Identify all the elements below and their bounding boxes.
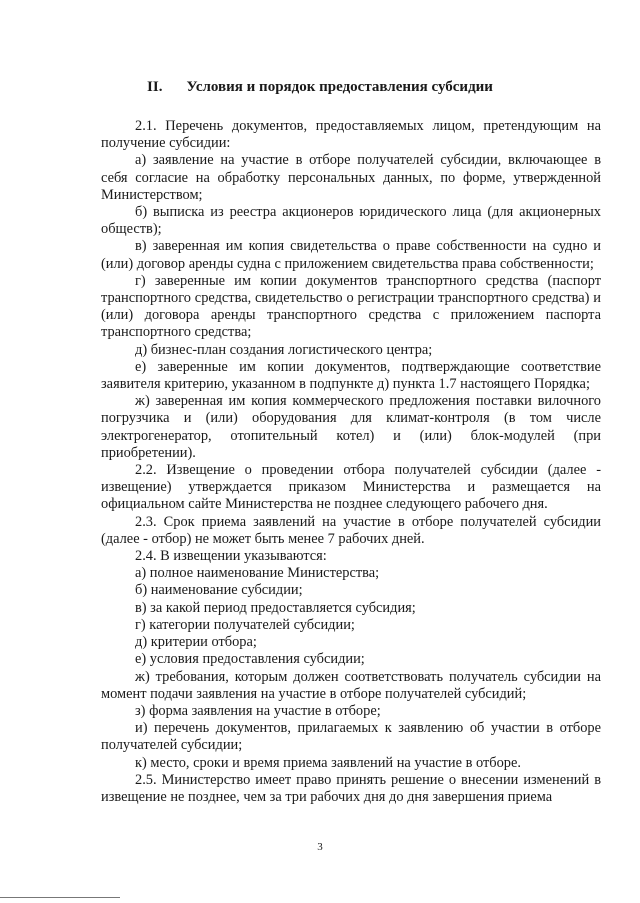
paragraph: е) условия предоставления субсидии; bbox=[135, 651, 365, 668]
paragraph: г) заверенные им копии документов транспортного средства (паспорт транспортного средства, свидетельство о регистрации транспортного средства) и (или) договора аренды транспортного средства с приложением паспорта транспортного средства; bbox=[101, 272, 601, 341]
document-body bbox=[101, 118, 601, 806]
paragraph: 2.4. В извещении указываются: bbox=[135, 548, 327, 565]
paragraph: е) заверенные им копии документов, подтверждающие соответствие заявителя критерию, указанном в подпункте д) пункта 1.7 настоящего Порядка; bbox=[101, 358, 601, 393]
paragraph: з) форма заявления на участие в отборе; bbox=[135, 702, 381, 719]
paragraph: к) место, сроки и время приема заявлений на участие в отборе. bbox=[135, 754, 521, 771]
paragraph: г) категории получателей субсидии; bbox=[135, 616, 355, 633]
section-number: II. bbox=[147, 79, 163, 95]
paragraph: 2.3. Срок приема заявлений на участие в отборе получателей субсидии (далее - отбор) не может быть менее 7 рабочих дней. bbox=[101, 513, 601, 547]
page-number: 3 bbox=[317, 841, 323, 853]
paragraph: в) за какой период предоставляется субсидия; bbox=[135, 599, 416, 616]
paragraph: и) перечень документов, прилагаемых к заявлению об участии в отборе получателей субсидии; bbox=[101, 720, 601, 754]
footer-divider bbox=[0, 897, 120, 898]
section-heading bbox=[0, 79, 640, 96]
paragraph: а) полное наименование Министерства; bbox=[135, 565, 380, 582]
paragraph: в) заверенная им копия свидетельства о праве собственности на судно и (или) договор аренды судна с приложением свидетельства права собственности; bbox=[101, 238, 601, 272]
paragraph: ж) требования, которым должен соответствовать получатель субсидии на момент подачи заявления на участие в отборе получателей субсидий; bbox=[101, 668, 601, 702]
paragraph: 2.1. Перечень документов, предоставляемых лицом, претендующим на получение субсидии: bbox=[101, 118, 601, 152]
section-title: Условия и порядок предоставления субсидии bbox=[186, 79, 493, 95]
paragraph: б) наименование субсидии; bbox=[135, 582, 303, 599]
paragraph: б) выписка из реестра акционеров юридического лица (для акционерных обществ); bbox=[101, 204, 601, 238]
paragraph: 2.2. Извещение о проведении отбора получателей субсидии (далее - извещение) утверждается приказом Министерства и размещается на официальном сайте Министерства не позднее следующего рабочего дня. bbox=[101, 462, 601, 513]
paragraph: 2.5. Министерство имеет право принять решение о внесении изменений в извещение не позднее, чем за три рабочих дня до дня завершения приема bbox=[101, 771, 601, 805]
paragraph: д) критерии отбора; bbox=[135, 634, 257, 651]
paragraph: а) заявление на участие в отборе получателей субсидии, включающее в себя согласие на обработку персональных данных, по форме, утвержденной Министерством; bbox=[101, 152, 601, 203]
paragraph: д) бизнес-план создания логистического центра; bbox=[135, 341, 433, 358]
paragraph: ж) заверенная им копия коммерческого предложения поставки вилочного погрузчика и (или) оборудования для климат-контроля (в том числе электрогенератор, отопительный котел) и (или) блок-модулей (при приобретении). bbox=[101, 393, 601, 461]
